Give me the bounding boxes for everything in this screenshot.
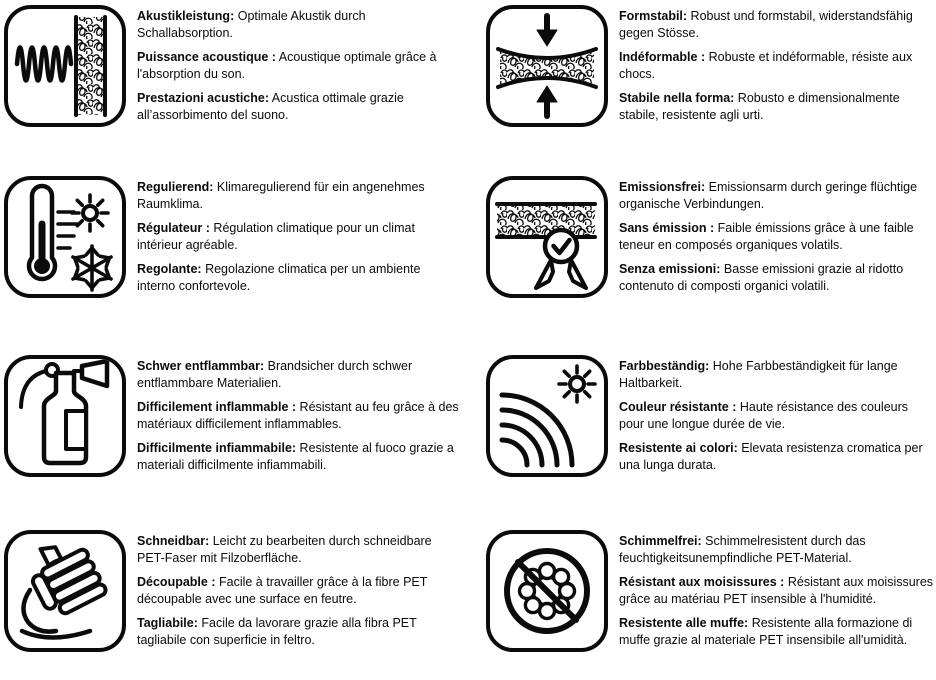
feature-label: Indéformable : (619, 50, 706, 64)
sound-absorption-icon (4, 5, 126, 127)
feature-text-block (137, 530, 459, 656)
feature-text-block (619, 530, 936, 656)
feature-desc: Resistente alla formazione di muffe grazie al materiale PET insensibile all'umidità. (619, 616, 913, 647)
feature-paragraph (137, 90, 459, 123)
feature-paragraph (619, 261, 936, 294)
feature-desc: Acoustique optimale grâce à l'absorption du son. (137, 50, 437, 81)
feature-label: Schimmelfrei: (619, 534, 702, 548)
feature-paragraph (137, 440, 459, 473)
feature-desc: Leicht zu bearbeiten durch schneidbare PET-Faser mit Filzoberfläche. (137, 534, 432, 565)
feature-label: Regulierend: (137, 180, 214, 194)
feature-card-climate (0, 176, 468, 355)
feature-card-emissions (468, 176, 936, 355)
feature-paragraph (619, 220, 936, 253)
feature-desc: Résistant au feu grâce à des matériaux difficilement inflammables. (137, 400, 459, 431)
feature-paragraph (137, 533, 459, 566)
feature-paragraph (137, 220, 459, 253)
climate-regulation-icon (4, 176, 126, 298)
feature-label: Couleur résistante : (619, 400, 737, 414)
feature-desc: Robuste et indéformable, résiste aux chocs. (619, 50, 913, 81)
feature-paragraph (619, 8, 936, 41)
feature-paragraph (619, 440, 936, 473)
feature-desc: Acustica ottimale grazie all’assorbimento del suono. (137, 91, 404, 122)
feature-paragraph (619, 358, 936, 391)
color-fastness-icon (486, 355, 608, 477)
feature-desc: Facile à travailler grâce à la fibre PET découpable avec une surface en feutre. (137, 575, 428, 606)
feature-card-mold (468, 530, 936, 680)
feature-label: Découpable : (137, 575, 216, 589)
feature-desc: Hohe Farbbeständigkeit für lange Haltbarkeit. (619, 359, 898, 390)
feature-label: Akustikleistung: (137, 9, 235, 23)
feature-desc: Faible émissions grâce à une faible teneur en composés organiques volatils. (619, 221, 914, 252)
feature-desc: Brandsicher durch schwer entflammbare Materialien. (137, 359, 413, 390)
feature-desc: Elevata resistenza cromatica per una lunga durata. (619, 441, 923, 472)
feature-paragraph (137, 574, 459, 607)
feature-desc: Régulation climatique pour un climat intérieur agréable. (137, 221, 415, 252)
feature-desc: Robust und formstabil, widerstandsfähig gegen Stösse. (619, 9, 913, 40)
feature-label: Résistant aux moisissures : (619, 575, 785, 589)
feature-card-colorfast (468, 355, 936, 530)
feature-paragraph (619, 49, 936, 82)
feature-paragraph (619, 179, 936, 212)
feature-text-block (619, 176, 936, 302)
feature-text-block (619, 355, 936, 481)
feature-paragraph (137, 179, 459, 212)
feature-paragraph (137, 399, 459, 432)
feature-label: Regolante: (137, 262, 202, 276)
feature-text-block (619, 5, 936, 131)
feature-label: Prestazioni acustiche: (137, 91, 269, 105)
feature-label: Formstabil: (619, 9, 688, 23)
feature-paragraph (619, 533, 936, 566)
feature-label: Difficilement inflammable : (137, 400, 297, 414)
feature-paragraph (137, 49, 459, 82)
feature-label: Tagliabile: (137, 616, 198, 630)
feature-paragraph (137, 358, 459, 391)
feature-desc: Klimaregulierend für ein angenehmes Raumklima. (137, 180, 425, 211)
feature-label: Difficilmente infiammabile: (137, 441, 297, 455)
feature-paragraph (619, 90, 936, 123)
feature-desc: Robusto e dimensionalmente stabile, resistente agli urti. (619, 91, 900, 122)
shape-stability-compression-icon (486, 5, 608, 127)
feature-card-fire (0, 355, 468, 530)
feature-text-block (137, 355, 459, 481)
feature-label: Puissance acoustique : (137, 50, 276, 64)
feature-label: Schwer entflammbar: (137, 359, 265, 373)
feature-label: Resistente ai colori: (619, 441, 738, 455)
feature-paragraph (619, 574, 936, 607)
feature-desc: Basse emissioni grazie al ridotto contenuto di composti organici volatili. (619, 262, 904, 293)
feature-label: Resistente alle muffe: (619, 616, 749, 630)
feature-paragraph (137, 615, 459, 648)
feature-desc: Optimale Akustik durch Schallabsorption. (137, 9, 366, 40)
feature-desc: Facile da lavorare grazie alla fibra PET tagliabile con superficie in feltro. (137, 616, 417, 647)
feature-paragraph (619, 615, 936, 648)
feature-desc: Schimmelresistent durch das feuchtigkeitsunempfindliche PET-Material. (619, 534, 866, 565)
feature-card-stability (468, 5, 936, 176)
no-mold-icon (486, 530, 608, 652)
feature-label: Senza emissioni: (619, 262, 721, 276)
feature-desc: Emissionsarm durch geringe flüchtige organische Verbindungen. (619, 180, 918, 211)
feature-label: Stabile nella forma: (619, 91, 735, 105)
feature-label: Emissionsfrei: (619, 180, 706, 194)
feature-text-block (137, 5, 459, 131)
feature-label: Farbbeständig: (619, 359, 710, 373)
feature-paragraph (137, 261, 459, 294)
feature-label: Régulateur : (137, 221, 210, 235)
hand-cutter-icon (4, 530, 126, 652)
fire-extinguisher-icon (4, 355, 126, 477)
feature-card-acoustics (0, 5, 468, 176)
feature-label: Schneidbar: (137, 534, 210, 548)
feature-paragraph (619, 399, 936, 432)
feature-desc: Résistant aux moisissures grâce au matériau PET insensible à l'humidité. (619, 575, 934, 606)
feature-desc: Haute résistance des couleurs pour une longue durée de vie. (619, 400, 909, 431)
feature-text-block (137, 176, 459, 302)
feature-label: Sans émission : (619, 221, 715, 235)
feature-desc: Resistente al fuoco grazie a materiali difficilmente infiammabili. (137, 441, 454, 472)
feature-card-cuttable (0, 530, 468, 680)
feature-desc: Regolazione climatica per un ambiente interno confortevole. (137, 262, 421, 293)
feature-paragraph (137, 8, 459, 41)
low-emission-certified-icon (486, 176, 608, 298)
